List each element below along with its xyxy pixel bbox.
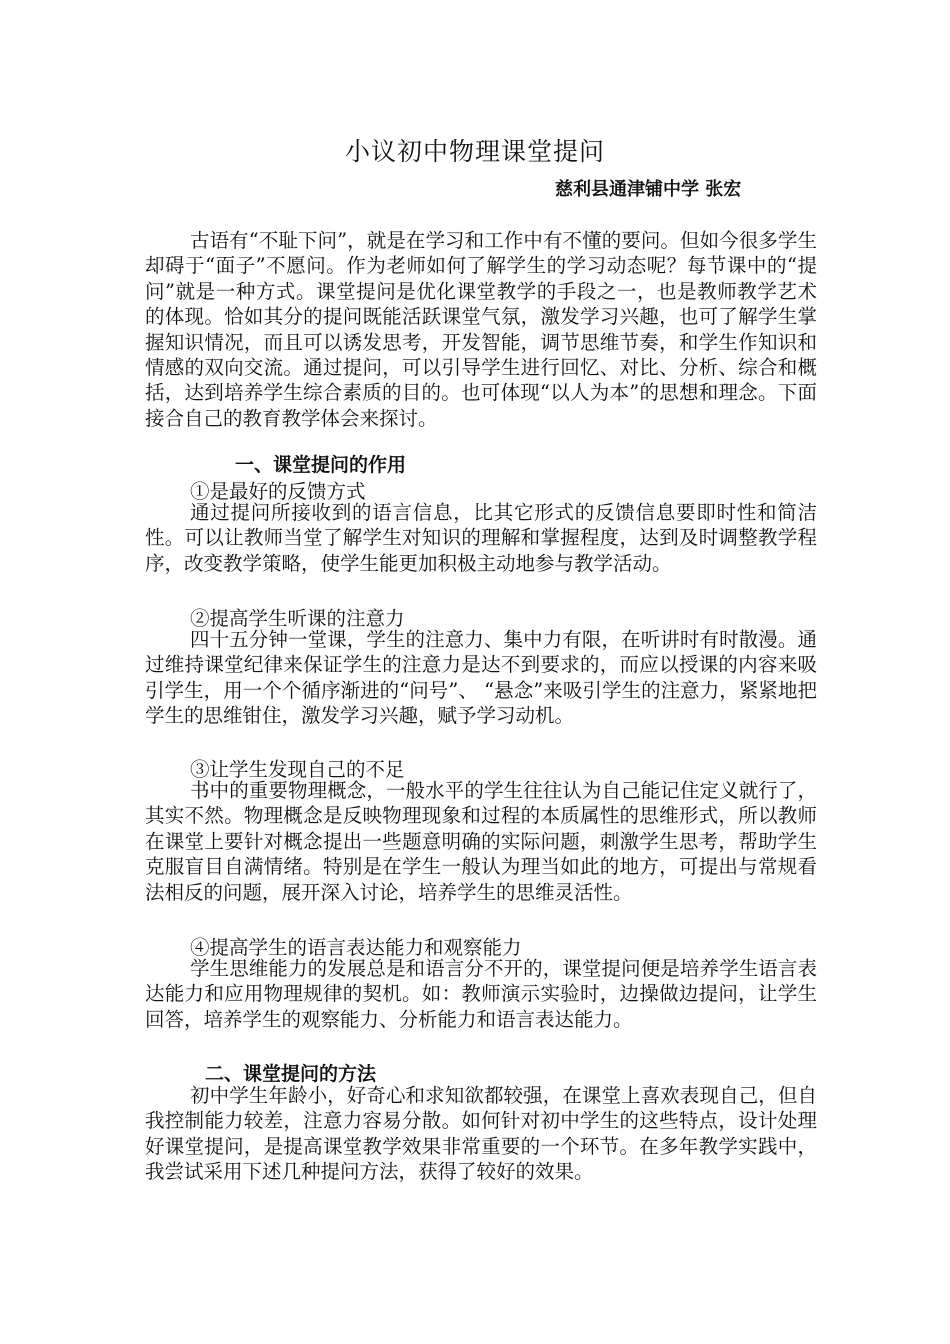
paragraph-5: 初中学生年龄小，好奇心和求知欲都较强，在课堂上喜欢表现自己，但自我控制能力较差，注意力容易分散。如何针对初中学生的这些特点，设计处理好课堂提问，是提高课堂教学效果非常重要的一个环节。在多年教学实践中，我尝试采用下述几种提问方法，获得了较好的效果。 xyxy=(145,1084,817,1184)
author-line: 慈利县通津铺中学 张宏 xyxy=(555,179,742,200)
subheading-3: ③让学生发现自己的不足 xyxy=(190,758,405,781)
section-heading-2: 二、课堂提问的方法 xyxy=(205,1063,377,1085)
paragraph-3: 书中的重要物理概念，一般水平的学生往往认为自己能记住定义就行了，其实不然。物理概念是反映物理现象和过程的本质属性的思维形式，所以教师在课堂上要针对概念提出一些题意明确的实际问题，刺激学生思考，帮助学生克服盲目自满情绪。特别是在学生一般认为理当如此的地方，可提出与常规看法相反的问题，展开深入讨论，培养学生的思维灵活性。 xyxy=(145,779,817,904)
page-title: 小议初中物理课堂提问 xyxy=(344,137,605,166)
subheading-4: ④提高学生的语言表达能力和观察能力 xyxy=(190,936,522,959)
section-heading-1: 一、课堂提问的作用 xyxy=(235,454,407,476)
subheading-2: ②提高学生听课的注意力 xyxy=(190,607,405,630)
paragraph-2: 四十五分钟一堂课，学生的注意力、集中力有限，在听讲时有时散漫。通过维持课堂纪律来保证学生的注意力是达不到要求的，而应以授课的内容来吸引学生，用一个个循序渐进的“问号”、 “悬念”来吸引学生的注意力，紧紧地把学生的思维钳住，激发学习兴趣，赋予学习动机。 xyxy=(145,628,817,728)
subheading-1: ①是最好的反馈方式 xyxy=(190,480,366,503)
paragraph-4: 学生思维能力的发展总是和语言分不开的，课堂提问便是培养学生语言表达能力和应用物理规律的契机。如：教师演示实验时，边操做边提问，让学生回答，培养学生的观察能力、分析能力和语言表达能力。 xyxy=(145,957,817,1031)
intro-paragraph: 古语有“不耻下问”，就是在学习和工作中有不懂的要问。但如今很多学生却碍于“面子”不愿问。作为老师如何了解学生的学习动态呢？每节课中的“提问”就是一种方式。课堂提问是优化课堂教学的手段之一，也是教师教学艺术的体现。恰如其分的提问既能活跃课堂气氛，激发学习兴趣，也可了解学生掌握知识情况，而且可以诱发思考，开发智能，调节思维节奏，和学生作知识和情感的双向交流。通过提问，可以引导学生进行回忆、对比、分析、综合和概括，达到培养学生综合素质的目的。也可体现“以人为本”的思想和理念。下面接合自己的教育教学体会来探讨。 xyxy=(145,229,817,430)
paragraph-1: 通过提问所接收到的语言信息，比其它形式的反馈信息要即时性和简洁性。可以让教师当堂了解学生对知识的理解和掌握程度，达到及时调整教学程序，改变教学策略，使学生能更加积极主动地参与教学活动。 xyxy=(145,501,817,575)
